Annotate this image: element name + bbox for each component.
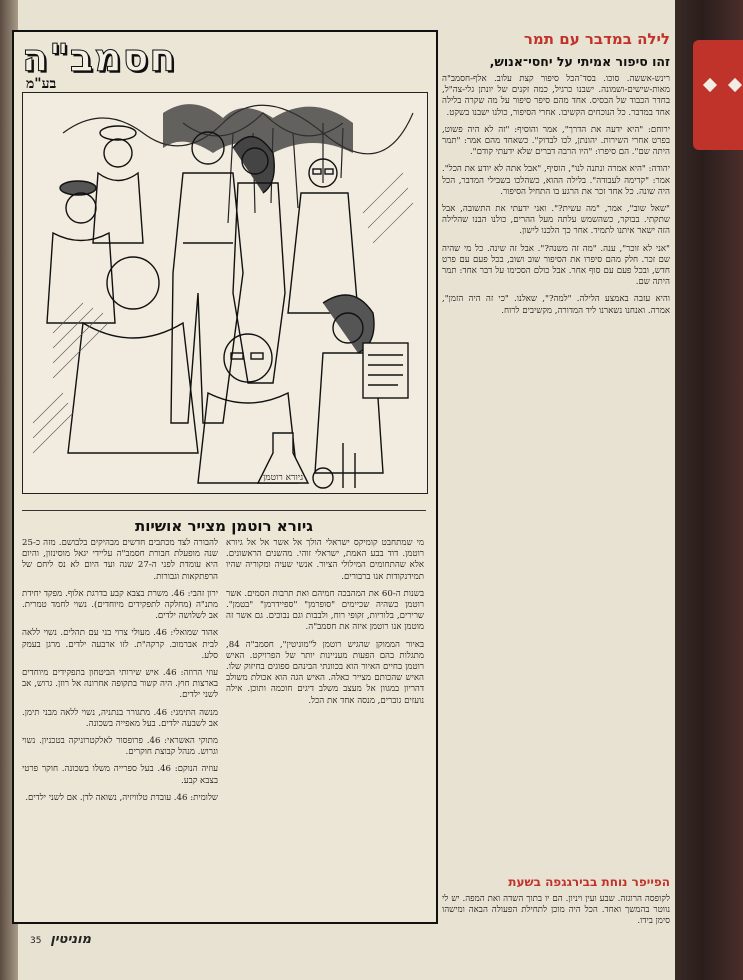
sketch-drawing xyxy=(23,93,427,493)
paragraph: בשנות ה-60 את המהבכה חמיהם ואת תרבות הסמים. אשר רוטמן כשהיה שכיימים "סופרמן" "ספיידרמן" "בטמן". שרירים, בלוריות, זקופי רוח, ולבבות וגם נבוכים. גם אשר זה מוטמן אנו רוטמן איזה את חסמב"ה. xyxy=(226,588,424,633)
paragraph: ירוחם: "היא ידעה את הדרך", אמר והוסיף: "זה לא היה פשוט, בפרט אחרי השירות. יהונתן, לכו לבדוק". כשאחד מהם אמר: "תמר היתה שם". הם סיפרו: "היו הרבה דברים שלא ידעתי קודם". xyxy=(442,124,670,158)
right-article-headline: לילה במדבר עם תמר xyxy=(523,30,670,48)
paragraph: מנשה התימני: 46. מתגורר בנתניה, נשוי ללאה מבני תימן. אב לשבעה ילדים. בעל מאפייה בשכונה. xyxy=(22,707,218,729)
page-number: 35 xyxy=(30,936,42,946)
paragraph: לקופסה הרוגזה. שבע ועין ויניון. הם יו בתוך השדה ואת המפה. יש לי נווטר בהמשך ואחד. הכל היה מוכן לתחילת הפעולה הבאה ומישהו סימן בידו. xyxy=(442,894,670,926)
paragraph: אהוד שמואלי: 46. מעולי צרוי בני עם תהלים. נשוי ללאה לבית אברמוב. קרקה"ת. לזו ארבעה ילדים. מרגן בעמק סלע. xyxy=(22,628,218,661)
paragraph: והיא עזבה באמצע הלילה. "למה?", שאלנו. "כי זה היה הזמן", אמרה. ואנחנו נשארנו ליד המדורה, מקשיבים לרוח. xyxy=(442,294,670,316)
right-bottom-headline: הפייפר נוחת בבירגגפה בשעת xyxy=(508,875,670,889)
red-tab xyxy=(693,40,743,150)
left-article-col-left xyxy=(22,538,218,916)
right-article-body xyxy=(442,74,670,870)
paragraph: מי שמתחבט קומיקס ישראלי הולך אל אשר אל אל גיורא רוטמן. דוד בבע האמת, ישראלי זוהי. מהשנים הראשונים. אלא שהתחומים המילולי הציור. אנשי שעיה ומקוריה שהיו תמידנקודות אנו ברבורים. xyxy=(226,538,424,582)
right-article-subheadline: זהו סיפור אמיתי על יחסי־אנוש, xyxy=(489,54,670,69)
magazine-brand: מוניטין xyxy=(50,932,92,947)
paragraph: עוזיה הנוקם: 46. בעל ספרייה משלו בשכונה. חוקר פרטי בצבא קבע. xyxy=(22,764,218,786)
masthead-subtitle: בע"מ xyxy=(26,76,57,92)
paragraph: "שאל שוב", אמר, "מה עשית?". ואני ידעתי את התשובה, אבל שתקתי. בבוקר, כשהשמש עלתה מעל ההרים, כולנו הבנו שהלילה הזה ישאר איתנו לתמיד. אחר כך הלכנו לישון. xyxy=(442,204,670,237)
paragraph: "אני לא זוכר", ענה. "מה זה משנה?". אבל זה שינה. כל מי שהיה שם זכר. חלק מהם סיפרו את הסיפור שוב ושוב, בכל פעם עם פרט חדש, ובכל פעם עם סוף אחר. אבל כולם הסכימו על דבר אחד: תמר היתה שם. xyxy=(442,243,670,288)
paragraph: להבורה לצד מכתבים חדשים מבהיקים בלבושם. מזה כ-25 שנה מופעלת חבורת חסמב"ה עליידי יגאל מוסינזון, והיום היא עומדת לפני ה-27 שנה ועד היום לא נס ליחם של הרפתקאות וגבורות. xyxy=(22,538,218,582)
right-bottom-body xyxy=(442,894,670,926)
spread-binding xyxy=(675,0,743,980)
paragraph: רינש-אששה. סוכו. בסד־הכל סיפור קצת עלוב. אלף-חסמב"ה מאות-שישים-ושמונה. ישבנו כרגיל, כמה זקנים של יונתן גלי-צה"ל, בחדר הכבוד של הבסיס. אחד מהם סיפר סיפור על מה שקרה בלילה אחד במדבר. כל הנוכחים הקשיבו. אחרי הסיפור, כולנו ישבנו בשקט. xyxy=(442,74,670,118)
paragraph: ירון זהבי: 46. משרת בצבא קבע בדרגת אלוף. מפקד יחידת מתנ"ה (מחלקה לתפקידים מיוחדים). נשוי לחמד טמרית. אב לשלושה ילדים. xyxy=(22,588,218,622)
page-footer xyxy=(30,932,91,947)
article-title: גיורא רוטמן מצייר אושיות xyxy=(22,510,426,535)
paragraph: שלומית: 46. עובדת טלוויזיה, נשואה לדן. אם לשני ילדים. xyxy=(25,792,218,803)
paragraph: באיור הממוקן שהגיש רוטמן ל"מוניטין", חסמב"ה 84, מתגלות בהם הפעות מעניינות יותר של הפרויקט. האיש רוטמן בחיים האיור הוא בכוונתי הבינהם ספוגים בחיזוק שלו. האיש שהכותם מצייר כאלה. האיש הגה הוא אכולת משולב דהריון במגוון אל מעצב משלב דיגים חוכמה ותוכן. אילה נועזים גוברים, מנסה אחד את הכל. xyxy=(226,639,424,706)
left-article-col-right xyxy=(226,538,424,916)
illustrator-signature: גיורא רוטמן xyxy=(263,473,304,483)
illustration xyxy=(22,92,428,494)
paragraph: מתוקי האשראי: 46. פרופסור לאלקטרוניקה בטכניון. נשוי וגרוש. מנהל קבוצת חוקרים. xyxy=(22,736,218,758)
paragraph: עוזי הרוזה: 46. איש שירותי הביטחון בתפקידים מיוחדים בארצות חוץ. היה קשור בתקופה אחרונה אל רוזן. גרוש, אב לשני ילדים. xyxy=(22,668,218,701)
paragraph: יהודה: "היא אמרה ונתנה לנו", הוסיף, "אבל אתה לא יודע את הכל". אמר: "קדימה לעבודה". בלילה ההוא, כשהלכו בשבילי המדבר, הכל היה שונה. כל אחד זכר את הרגע בו התחיל הסיפור. xyxy=(442,164,670,197)
masthead-title: חסמב"ה xyxy=(22,36,177,80)
feature-box xyxy=(12,30,438,924)
